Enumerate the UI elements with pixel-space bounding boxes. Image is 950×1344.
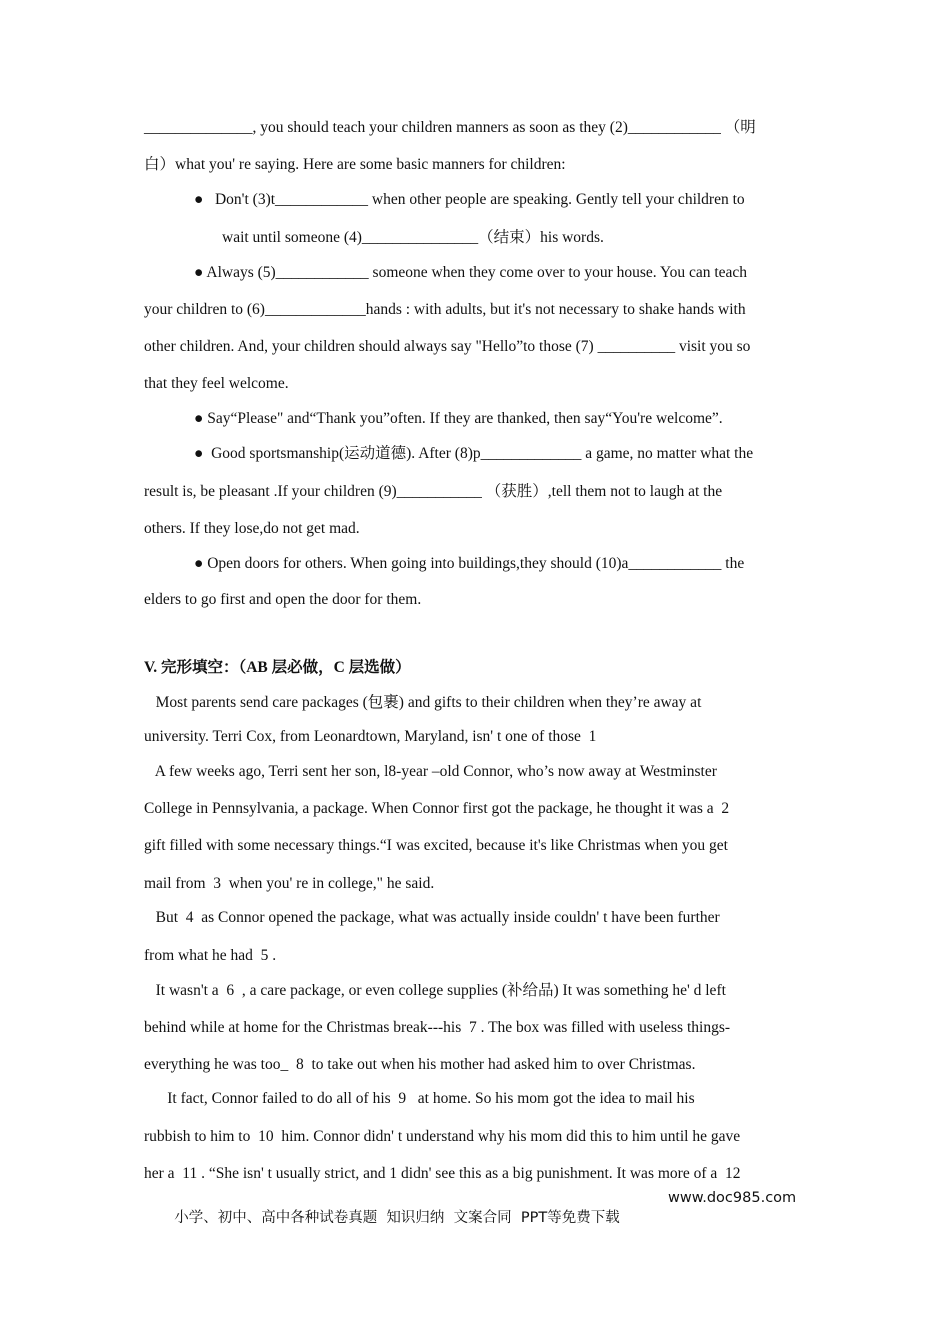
passage-line: result is, be pleasant .If your children (9)___________ （获胜）,tell them not to laugh at the xyxy=(144,483,723,500)
passage-line: It fact, Connor failed to do all of his 9 at home. So his mom got the idea to mail his xyxy=(144,1090,695,1107)
passage-line: rubbish to him to 10 him. Connor didn' t understand why his mom did this to him until he gave xyxy=(144,1128,741,1145)
section-heading: V. 完形填空：（AB 层必做，C 层选做） xyxy=(144,659,411,676)
bullet-line: ● Good sportsmanship(运动道德). After (8)p_____________ a game, no matter what the xyxy=(194,445,754,462)
bullet-line: ● Always (5)____________ someone when they come over to your house. You can teach xyxy=(194,264,748,281)
passage-line: university. Terri Cox, from Leonardtown, Maryland, isn' t one of those 1 xyxy=(144,728,597,745)
bullet-line: ● Say“Please" and“Thank you”often. If they are thanked, then say“You're welcome”. xyxy=(194,410,723,427)
passage-line: others. If they lose,do not get mad. xyxy=(144,520,360,537)
passage-line: other children. And, your children should always say "Hello”to those (7) __________ visit you so xyxy=(144,338,751,355)
passage-line: But 4 as Connor opened the package, what was actually inside couldn' t have been further xyxy=(144,909,720,926)
passage-line: her a 11 . “She isn' t usually strict, and 1 didn' see this as a big punishment. It was more of a 12 xyxy=(144,1165,741,1182)
passage-line: elders to go first and open the door for them. xyxy=(144,591,422,608)
passage-line: mail from 3 when you' re in college," he said. xyxy=(144,875,435,892)
passage-line: behind while at home for the Christmas break---his 7 . The box was filled with useless things- xyxy=(144,1019,731,1036)
passage-line: A few weeks ago, Terri sent her son, l8-year –old Connor, who’s now away at Westminster xyxy=(144,763,717,780)
bullet-line: ● Don't (3)t____________ when other people are speaking. Gently tell your children to xyxy=(194,191,745,208)
footer-text: 小学、初中、高中各种试卷真题 知识归纳 文案合同 PPT等免费下载 xyxy=(174,1210,620,1226)
passage-line: It wasn't a 6 , a care package, or even college supplies (补给品) It was something he' d left xyxy=(144,982,726,999)
passage-line: 白）what you' re saying. Here are some basic manners for children: xyxy=(144,156,566,173)
passage-line: ______________, you should teach your children manners as soon as they (2)____________ （明 xyxy=(144,119,756,136)
passage-line: your children to (6)_____________hands : with adults, but it's not necessary to shake hands with xyxy=(144,301,746,318)
bullet-line: ● Open doors for others. When going into buildings,they should (10)a____________ the xyxy=(194,555,745,572)
passage-line: gift filled with some necessary things.“I was excited, because it's like Christmas when you get xyxy=(144,837,728,854)
passage-line: everything he was too_ 8 to take out when his mother had asked him to over Christmas. xyxy=(144,1056,696,1073)
footer-url[interactable]: www.doc985.com xyxy=(668,1190,797,1206)
passage-line: that they feel welcome. xyxy=(144,375,289,392)
passage-line: Most parents send care packages (包裹) and gifts to their children when they’re away at xyxy=(144,694,702,711)
page-footer xyxy=(165,1190,797,1243)
passage-line: from what he had 5 . xyxy=(144,947,277,964)
passage-line: wait until someone (4)_______________（结束）his words. xyxy=(222,229,604,246)
passage-line: College in Pennsylvania, a package. When Connor first got the package, he thought it was a 2 xyxy=(144,800,733,817)
